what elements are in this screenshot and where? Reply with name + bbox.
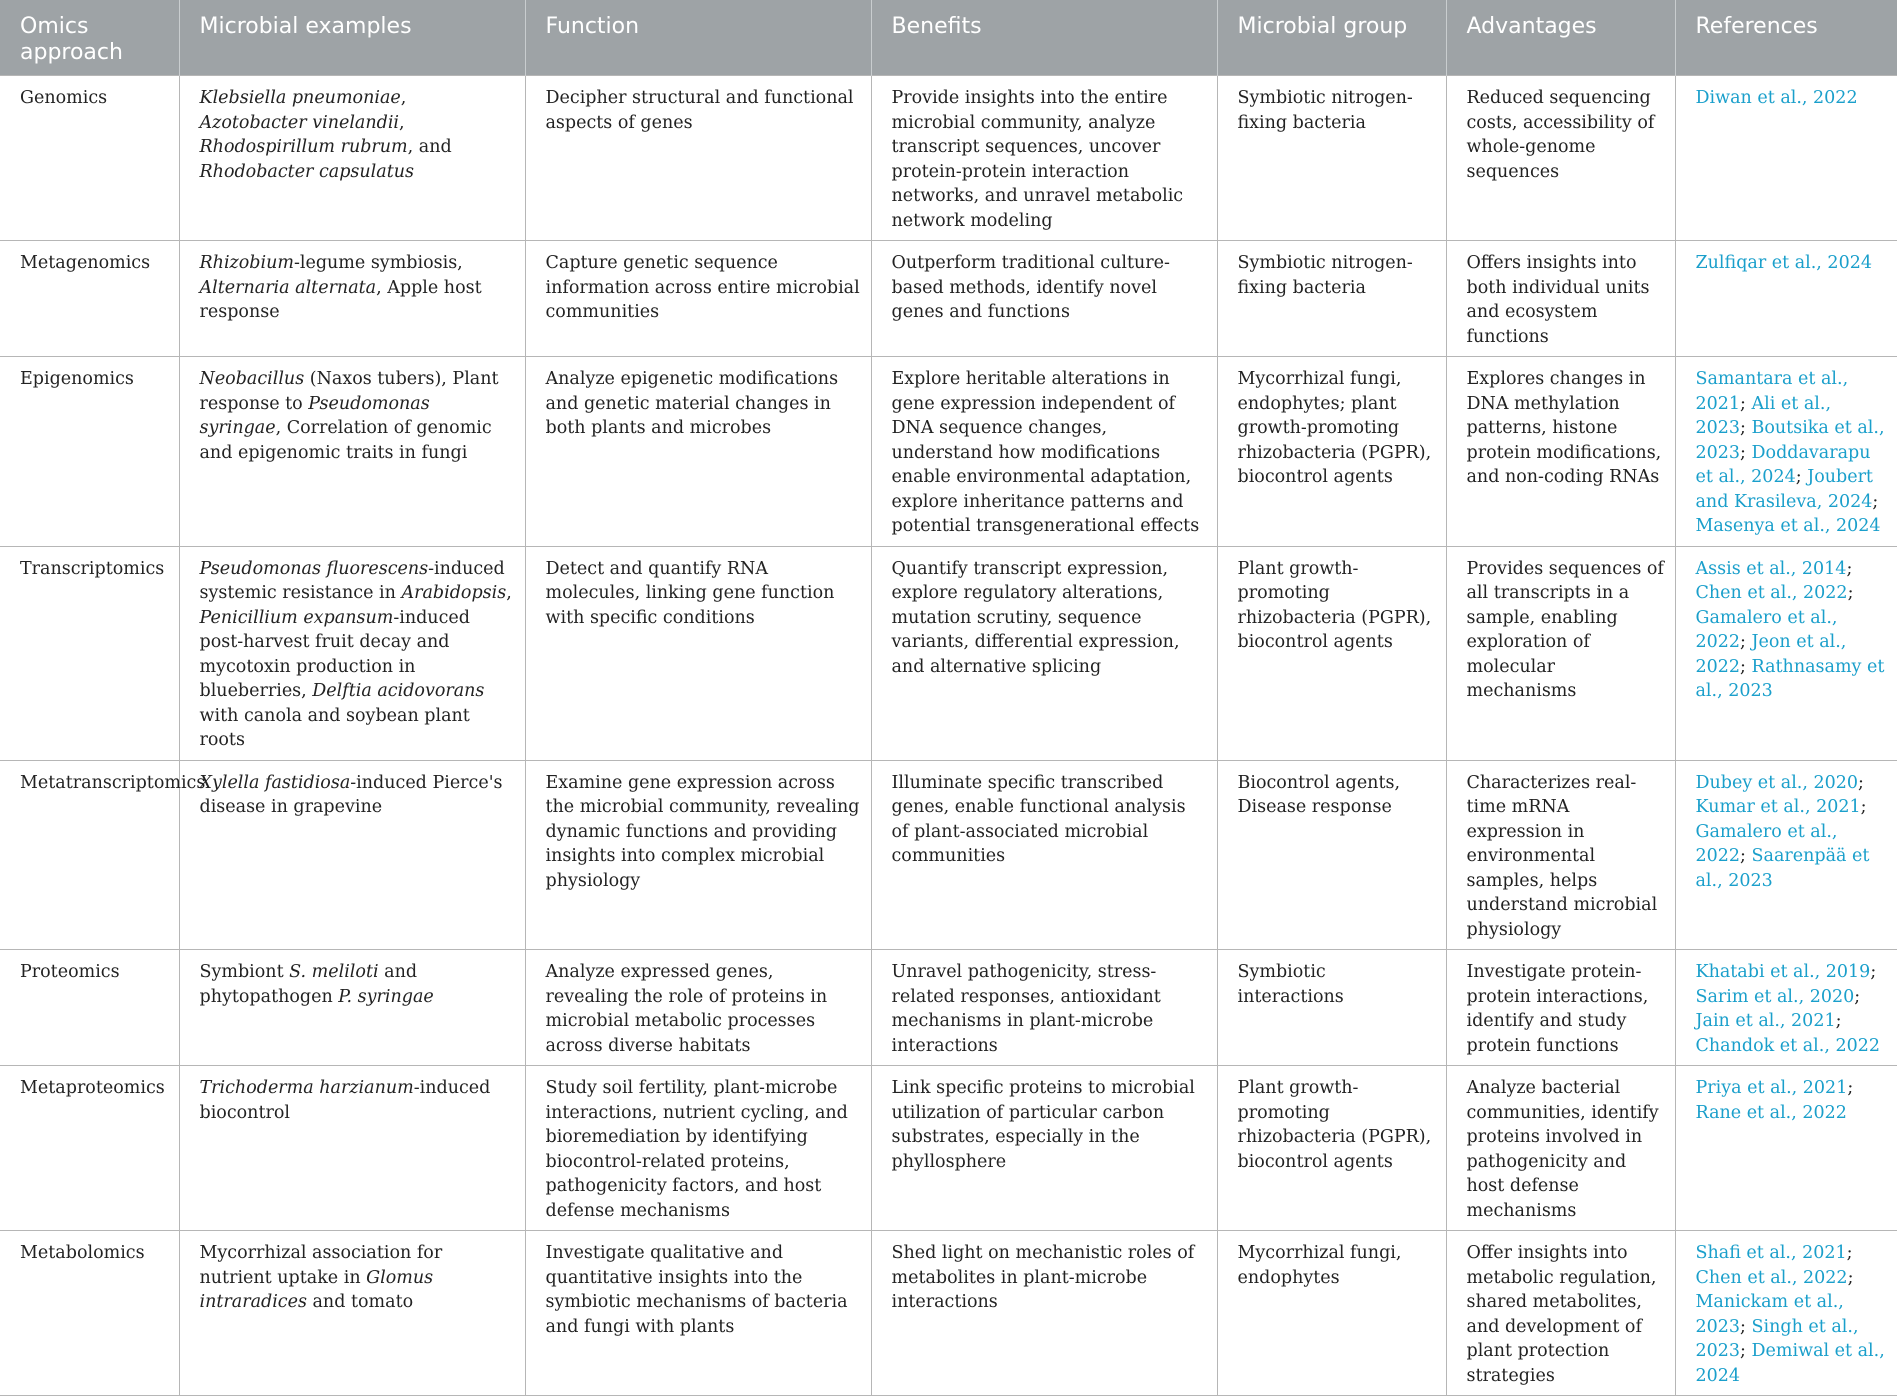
microbial-examples-cell <box>179 1231 525 1396</box>
omics-approach-cell: Metabolomics <box>0 1231 179 1396</box>
advantages-cell: Investigate protein-protein interactions, identify and study protein functions <box>1446 950 1675 1066</box>
species-name: Neobacillus <box>199 369 305 389</box>
reference-link[interactable]: Jeon et al., 2022 <box>1695 632 1847 677</box>
benefits-cell: Unravel pathogenicity, stress-related responses, antioxidant mechanisms in plant-microbe interactions <box>871 950 1217 1066</box>
microbial-examples-cell <box>179 546 525 760</box>
example-text: with canola and soybean plant roots <box>199 705 470 750</box>
advantages-cell: Reduced sequencing costs, accessibility of whole-genome sequences <box>1446 76 1675 241</box>
reference-link[interactable]: Boutsika et al., 2023 <box>1695 418 1885 463</box>
function-cell: Capture genetic sequence information across entire microbial communities <box>525 241 871 357</box>
advantages-cell: Offers insights into both individual units and ecosystem functions <box>1446 241 1675 357</box>
species-name: S. meliloti <box>289 962 379 982</box>
header-references: References <box>1675 0 1897 76</box>
example-text: , and <box>407 137 452 157</box>
reference-link[interactable]: Saarenpää et al., 2023 <box>1695 846 1870 891</box>
advantages-cell: Analyze bacterial communities, identify proteins involved in pathogenicity and host defense mechanisms <box>1446 1066 1675 1231</box>
reference-link[interactable]: Gamalero et al., 2022 <box>1695 607 1838 652</box>
species-name: Arabidopsis <box>401 583 507 603</box>
benefits-cell: Quantify transcript expression, explore regulatory alterations, mutation scrutiny, sequence variants, differential expression, and alternative splicing <box>871 546 1217 760</box>
microbial-group-cell: Symbiotic interactions <box>1217 950 1446 1066</box>
benefits-cell: Provide insights into the entire microbial community, analyze transcript sequences, uncover protein-protein interaction networks, and unravel metabolic network modeling <box>871 76 1217 241</box>
microbial-examples-cell <box>179 950 525 1066</box>
species-name: Pseudomonas fluorescens <box>199 558 429 579</box>
species-name: Rhizobium <box>199 253 294 273</box>
species-name: Azotobacter vinelandii <box>199 112 400 133</box>
references-cell: Shafi et al., 2021; Chen et al., 2022; Manickam et al., 2023; Singh et al., 2023; Demiwal et al., 2024 <box>1675 1231 1897 1396</box>
microbial-group-cell: Symbiotic nitrogen-fixing bacteria <box>1217 76 1446 241</box>
function-cell: Analyze epigenetic modifications and genetic material changes in both plants and microbes <box>525 357 871 547</box>
microbial-group-cell: Symbiotic nitrogen-fixing bacteria <box>1217 241 1446 357</box>
omics-approach-cell: Metaproteomics <box>0 1066 179 1231</box>
species-name: Delftia acidovorans <box>312 681 485 701</box>
advantages-cell: Characterizes real-time mRNA expression in environmental samples, helps understand microbial physiology <box>1446 760 1675 950</box>
example-text: , <box>400 88 407 108</box>
microbial-examples-cell <box>179 76 525 241</box>
function-cell: Examine gene expression across the microbial community, revealing dynamic functions and providing insights into complex microbial physiology <box>525 760 871 950</box>
omics-approach-cell: Epigenomics <box>0 357 179 547</box>
reference-link[interactable]: Ali et al., 2023 <box>1695 393 1832 438</box>
microbial-examples-cell <box>179 760 525 950</box>
table-row <box>0 1231 1897 1396</box>
advantages-cell: Offer insights into metabolic regulation, shared metabolites, and development of plant protection strategies <box>1446 1231 1675 1396</box>
advantages-cell: Explores changes in DNA methylation patterns, histone protein modifications, and non-coding RNAs <box>1446 357 1675 547</box>
reference-link[interactable]: Chen et al., 2022 <box>1695 583 1848 603</box>
header-function: Function <box>525 0 871 76</box>
advantages-cell: Provides sequences of all transcripts in a sample, enabling exploration of molecular mechanisms <box>1446 546 1675 760</box>
benefits-cell: Explore heritable alterations in gene expression independent of DNA sequence changes, understand how modifications enable environmental adaptation, explore inheritance patterns and potential transgenerational effects <box>871 357 1217 547</box>
reference-link[interactable]: Dubey et al., 2020 <box>1695 772 1859 793</box>
function-cell: Detect and quantify RNA molecules, linking gene function with specific conditions <box>525 546 871 760</box>
microbial-examples-cell <box>179 357 525 547</box>
species-name: Rhodospirillum rubrum <box>199 137 408 157</box>
reference-link[interactable]: Khatabi et al., 2019 <box>1695 962 1871 982</box>
table-row <box>0 950 1897 1066</box>
example-text: and phytopathogen <box>199 962 418 1007</box>
table-row <box>0 76 1897 241</box>
header-microbial-group: Microbial group <box>1217 0 1446 76</box>
references-cell: Samantara et al., 2021; Ali et al., 2023; Boutsika et al., 2023; Doddavarapu et al., 2024; Joubert and Krasileva, 2024; Masenya et al., 2024 <box>1675 357 1897 547</box>
example-text: , Correlation of genomic and epigenomic traits in fungi <box>199 418 492 463</box>
example-text: Mycorrhizal association for nutrient uptake in <box>199 1243 443 1288</box>
function-cell: Study soil fertility, plant-microbe interactions, nutrient cycling, and bioremediation by identifying biocontrol-related proteins, pathogenicity factors, and host defense mechanisms <box>525 1066 871 1231</box>
reference-link[interactable]: Manickam et al., 2023 <box>1695 1292 1844 1337</box>
reference-link[interactable]: Priya et al., 2021 <box>1695 1078 1848 1098</box>
species-name: Klebsiella pneumoniae <box>199 88 401 108</box>
references-cell <box>1675 76 1897 241</box>
example-text: -induced systemic resistance in <box>199 558 505 603</box>
reference-link[interactable]: Masenya et al., 2024 <box>1695 516 1881 536</box>
benefits-cell: Outperform traditional culture-based methods, identify novel genes and functions <box>871 241 1217 357</box>
reference-link[interactable]: Doddavarapu et al., 2024 <box>1695 442 1871 487</box>
microbial-examples-cell <box>179 1066 525 1231</box>
microbial-group-cell: Biocontrol agents, Disease response <box>1217 760 1446 950</box>
references-cell: Dubey et al., 2020; Kumar et al., 2021; Gamalero et al., 2022; Saarenpää et al., 2023 <box>1675 760 1897 950</box>
example-text: -induced biocontrol <box>199 1078 491 1123</box>
example-text: -legume symbiosis, <box>293 253 463 273</box>
reference-link[interactable]: Demiwal et al., 2024 <box>1695 1341 1885 1386</box>
omics-approach-cell: Proteomics <box>0 950 179 1066</box>
reference-link[interactable]: Samantara et al., 2021 <box>1695 369 1849 414</box>
header-advantages: Advantages <box>1446 0 1675 76</box>
reference-link[interactable]: Singh et al., 2023 <box>1695 1316 1859 1361</box>
reference-link[interactable]: Rathnasamy et al., 2023 <box>1695 656 1885 701</box>
table-row <box>0 760 1897 950</box>
species-name: Glomus intraradices <box>199 1267 434 1312</box>
table-row <box>0 357 1897 547</box>
species-name: Rhodobacter capsulatus <box>199 161 414 182</box>
reference-link[interactable]: Chen et al., 2022 <box>1695 1267 1848 1288</box>
benefits-cell: Link specific proteins to microbial utilization of particular carbon substrates, especially in the phyllosphere <box>871 1066 1217 1231</box>
reference-link[interactable]: Rane et al., 2022 <box>1695 1102 1847 1123</box>
example-text: , Apple host response <box>199 277 482 322</box>
example-text: -induced Pierce's disease in grapevine <box>199 772 503 817</box>
reference-link[interactable]: Assis et al., 2014 <box>1695 558 1847 579</box>
microbial-group-cell: Mycorrhizal fungi, endophytes <box>1217 1231 1446 1396</box>
microbial-group-cell: Plant growth-promoting rhizobacteria (PGPR), biocontrol agents <box>1217 546 1446 760</box>
header-row <box>0 0 1897 76</box>
table-row <box>0 241 1897 357</box>
species-name: Penicillium expansum <box>199 607 394 628</box>
table-row <box>0 1066 1897 1231</box>
example-text: , <box>399 112 405 133</box>
table-row <box>0 546 1897 760</box>
reference-link[interactable]: Joubert and Krasileva, 2024 <box>1695 467 1873 512</box>
microbial-group-cell: Mycorrhizal fungi, endophytes; plant growth-promoting rhizobacteria (PGPR), biocontrol agents <box>1217 357 1446 547</box>
references-cell: Assis et al., 2014; Chen et al., 2022; Gamalero et al., 2022; Jeon et al., 2022; Rathnasamy et al., 2023 <box>1675 546 1897 760</box>
function-cell: Decipher structural and functional aspects of genes <box>525 76 871 241</box>
table-header <box>0 0 1897 76</box>
microbial-group-cell: Plant growth-promoting rhizobacteria (PGPR), biocontrol agents <box>1217 1066 1446 1231</box>
species-name: P. syringae <box>338 986 434 1007</box>
function-cell: Investigate qualitative and quantitative insights into the symbiotic mechanisms of bacteria and fungi with plants <box>525 1231 871 1396</box>
header-omics-approach: Omics approach <box>0 0 179 76</box>
omics-approach-cell: Genomics <box>0 76 179 241</box>
reference-link[interactable]: Gamalero et al., 2022 <box>1695 821 1838 866</box>
omics-approach-cell: Metagenomics <box>0 241 179 357</box>
species-name: Xylella fastidiosa <box>199 772 351 793</box>
example-text: and tomato <box>306 1292 414 1312</box>
function-cell: Analyze expressed genes, revealing the role of proteins in microbial metabolic processes across diverse habitats <box>525 950 871 1066</box>
omics-approach-cell: Transcriptomics <box>0 546 179 760</box>
species-name: Trichoderma harzianum <box>199 1078 414 1098</box>
reference-link[interactable]: Diwan et al., 2022 <box>1695 88 1858 108</box>
reference-link[interactable]: Kumar et al., 2021 <box>1695 797 1861 817</box>
reference-link[interactable]: Chandok et al., 2022 <box>1695 1035 1880 1056</box>
header-microbial-examples: Microbial examples <box>179 0 525 76</box>
benefits-cell: Illuminate specific transcribed genes, enable functional analysis of plant-associated microbial communities <box>871 760 1217 950</box>
species-name: Alternaria alternata <box>199 277 377 298</box>
header-benefits: Benefits <box>871 0 1217 76</box>
example-text: (Naxos tubers), Plant response to <box>199 369 499 414</box>
example-text: -induced post-harvest fruit decay and mycotoxin production in blueberries, <box>199 607 470 701</box>
benefits-cell: Shed light on mechanistic roles of metabolites in plant-microbe interactions <box>871 1231 1217 1396</box>
species-name: Pseudomonas syringae <box>199 393 430 438</box>
table-body <box>0 76 1897 1396</box>
reference-link[interactable]: Zulfiqar et al., 2024 <box>1695 253 1872 273</box>
reference-link[interactable]: Shafi et al., 2021 <box>1695 1243 1847 1263</box>
reference-link[interactable]: Sarim et al., 2020 <box>1695 986 1855 1007</box>
example-text: , <box>506 583 512 603</box>
microbial-examples-cell <box>179 241 525 357</box>
references-cell: Priya et al., 2021; Rane et al., 2022 <box>1675 1066 1897 1231</box>
example-text: Symbiont <box>199 962 290 982</box>
reference-link[interactable]: Jain et al., 2021 <box>1695 1011 1836 1031</box>
references-cell <box>1675 241 1897 357</box>
omics-approach-cell: Metatranscriptomics <box>0 760 179 950</box>
references-cell: Khatabi et al., 2019; Sarim et al., 2020; Jain et al., 2021; Chandok et al., 2022 <box>1675 950 1897 1066</box>
